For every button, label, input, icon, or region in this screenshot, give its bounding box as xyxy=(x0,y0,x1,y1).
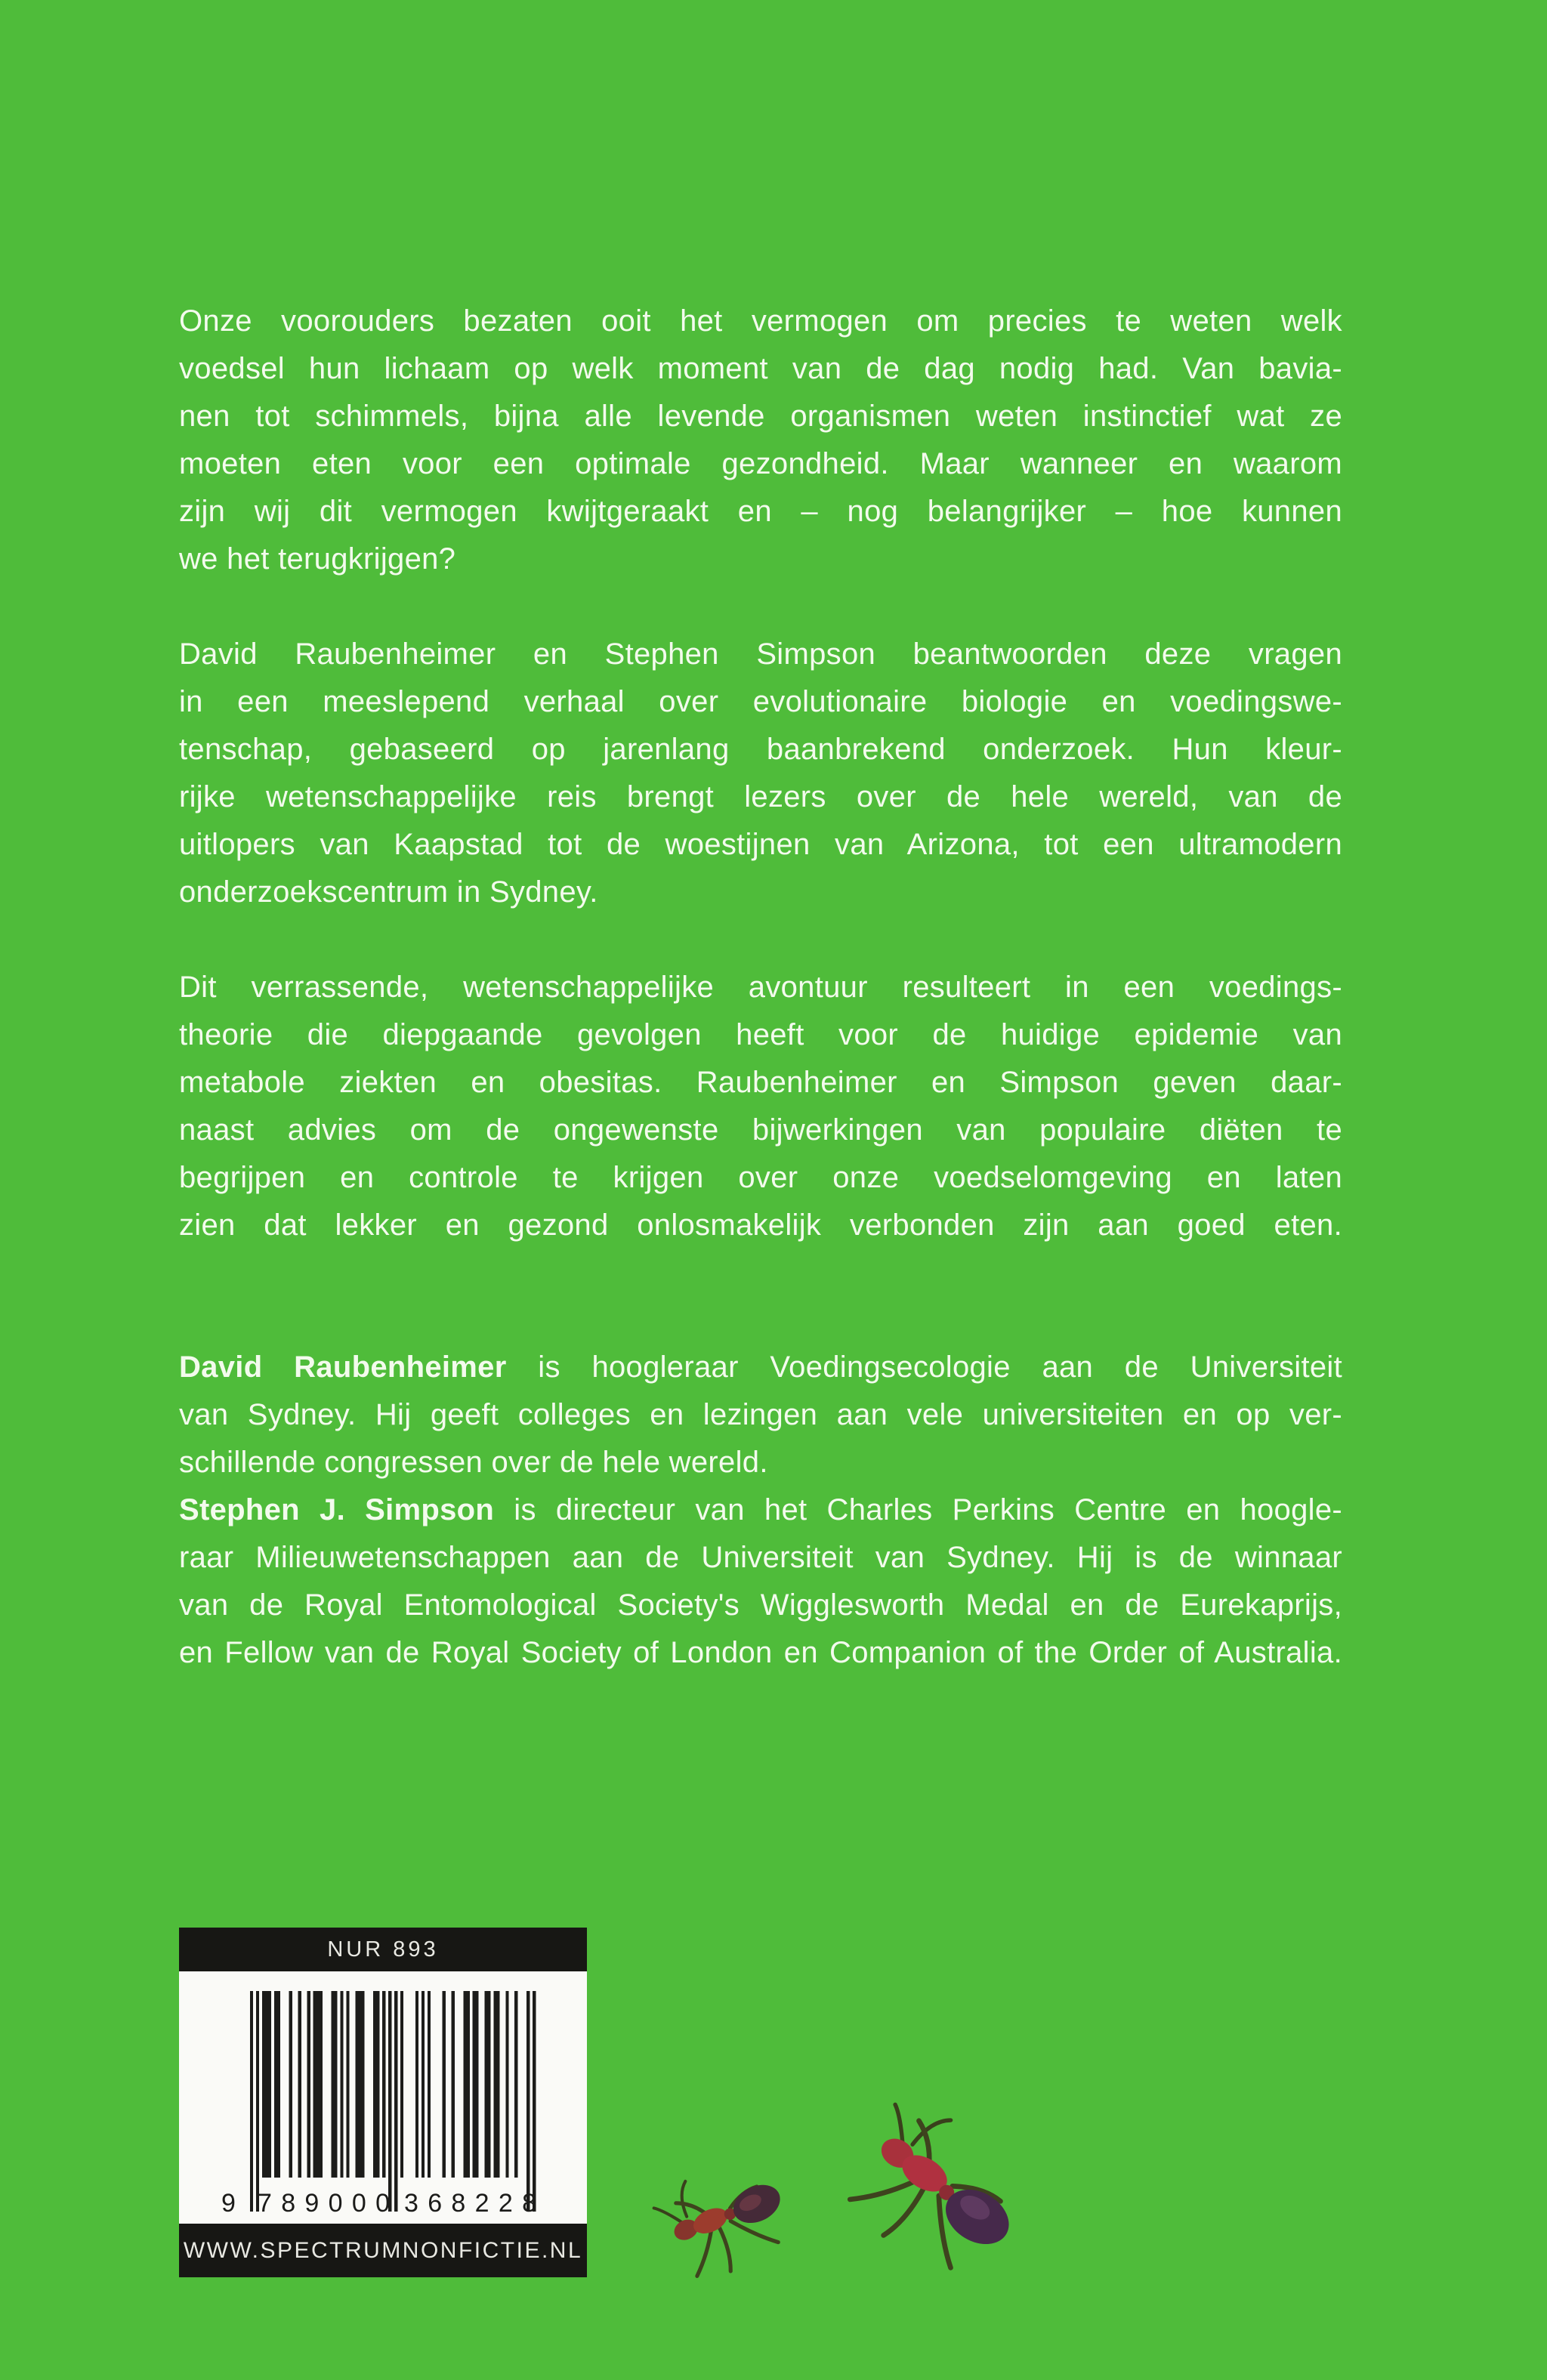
blurb-line: Dit verrassende, wetenschappelijke avontuur resulteert in een voedings- xyxy=(179,971,1342,1004)
ean-barcode-image xyxy=(179,1971,587,2224)
isbn-digits: 9 xyxy=(221,2189,236,2218)
blurb-line: zien dat lekker en gezond onlosmakelijk verbonden zijn aan goed eten. xyxy=(179,1209,1342,1242)
paragraph-nutrition-theory xyxy=(179,964,1342,1249)
nur-label: NUR 893 xyxy=(327,1937,439,1962)
isbn-digits: 789000 xyxy=(258,2189,390,2218)
blurb-line: onderzoekscentrum in Sydney. xyxy=(179,875,598,909)
nur-band xyxy=(179,1928,587,1971)
blurb-line: tenschap, gebaseerd op jarenlang baanbrekend onderzoek. Hun kleur- xyxy=(179,733,1342,766)
barcode-block xyxy=(179,1928,587,2277)
blurb-line: Onze voorouders bezaten ooit het vermogen om precies te weten welk xyxy=(179,304,1342,338)
paragraph-authors-journey xyxy=(179,631,1342,916)
blurb-line: metabole ziekten en obesitas. Raubenheimer en Simpson geven daar- xyxy=(179,1066,1342,1099)
blurb-line: David Raubenheimer en Stephen Simpson beantwoorden deze vragen xyxy=(179,637,1342,671)
blurb-line: voedsel hun lichaam op welk moment van de dag nodig had. Van bavia- xyxy=(179,352,1342,385)
bio-line: David Raubenheimer is hoogleraar Voedingsecologie aan de Universiteit xyxy=(179,1351,1342,1384)
author-name-simpson: Stephen J. Simpson xyxy=(179,1493,495,1526)
publisher-url: WWW.SPECTRUMNONFICTIE.NL xyxy=(183,2237,583,2263)
blurb-line: zijn wij dit vermogen kwijtgeraakt en – nog belangrijker – hoe kunnen xyxy=(179,495,1342,528)
blurb-line: naast advies om de ongewenste bijwerkingen van populaire diëten te xyxy=(179,1113,1342,1147)
blurb-line: moeten eten voor een optimale gezondheid. Maar wanneer en waarom xyxy=(179,447,1342,480)
blurb-line: in een meeslepend verhaal over evolutionaire biologie en voedingswe- xyxy=(179,685,1342,718)
blurb-line: begrijpen en controle te krijgen over onze voedselomgeving en laten xyxy=(179,1161,1342,1194)
blurb-line: we het terugkrijgen? xyxy=(179,542,456,576)
author-bios xyxy=(179,1344,1342,1677)
blurb-text xyxy=(179,298,1342,1297)
ant-image-right xyxy=(827,2087,1079,2321)
bio-line: raar Milieuwetenschappen aan de Universiteit van Sydney. Hij is de winnaar xyxy=(179,1541,1342,1574)
paragraph-origins xyxy=(179,298,1342,583)
bio-line: schillende congressen over de hele wereld. xyxy=(179,1446,768,1479)
isbn-digits: 368228 xyxy=(404,2189,536,2218)
blurb-line: uitlopers van Kaapstad tot de woestijnen van Arizona, tot een ultramodern xyxy=(179,828,1342,861)
blurb-line: theorie die diepgaande gevolgen heeft voor de huidige epidemie van xyxy=(179,1018,1342,1051)
publisher-url-band xyxy=(179,2224,587,2277)
blurb-line: rijke wetenschappelijke reis brengt lezers over de hele wereld, van de xyxy=(179,780,1342,813)
ant-antenna xyxy=(672,2181,699,2217)
bio-line: en Fellow van de Royal Society of London en Companion of the Order of Australia. xyxy=(179,1636,1342,1669)
bio-line: van Sydney. Hij geeft colleges en lezingen aan vele universiteiten en op ver- xyxy=(179,1398,1342,1431)
barcode-panel xyxy=(179,1971,587,2224)
author-name-raubenheimer: David Raubenheimer xyxy=(179,1351,507,1384)
blurb-line: nen tot schimmels, bijna alle levende organismen weten instinctief wat ze xyxy=(179,400,1342,433)
bio-line: van de Royal Entomological Society's Wigglesworth Medal en de Eurekaprijs, xyxy=(179,1588,1342,1622)
ant-image-left xyxy=(647,2129,838,2301)
bio-line: Stephen J. Simpson is directeur van het Charles Perkins Centre en hoogle- xyxy=(179,1493,1343,1526)
